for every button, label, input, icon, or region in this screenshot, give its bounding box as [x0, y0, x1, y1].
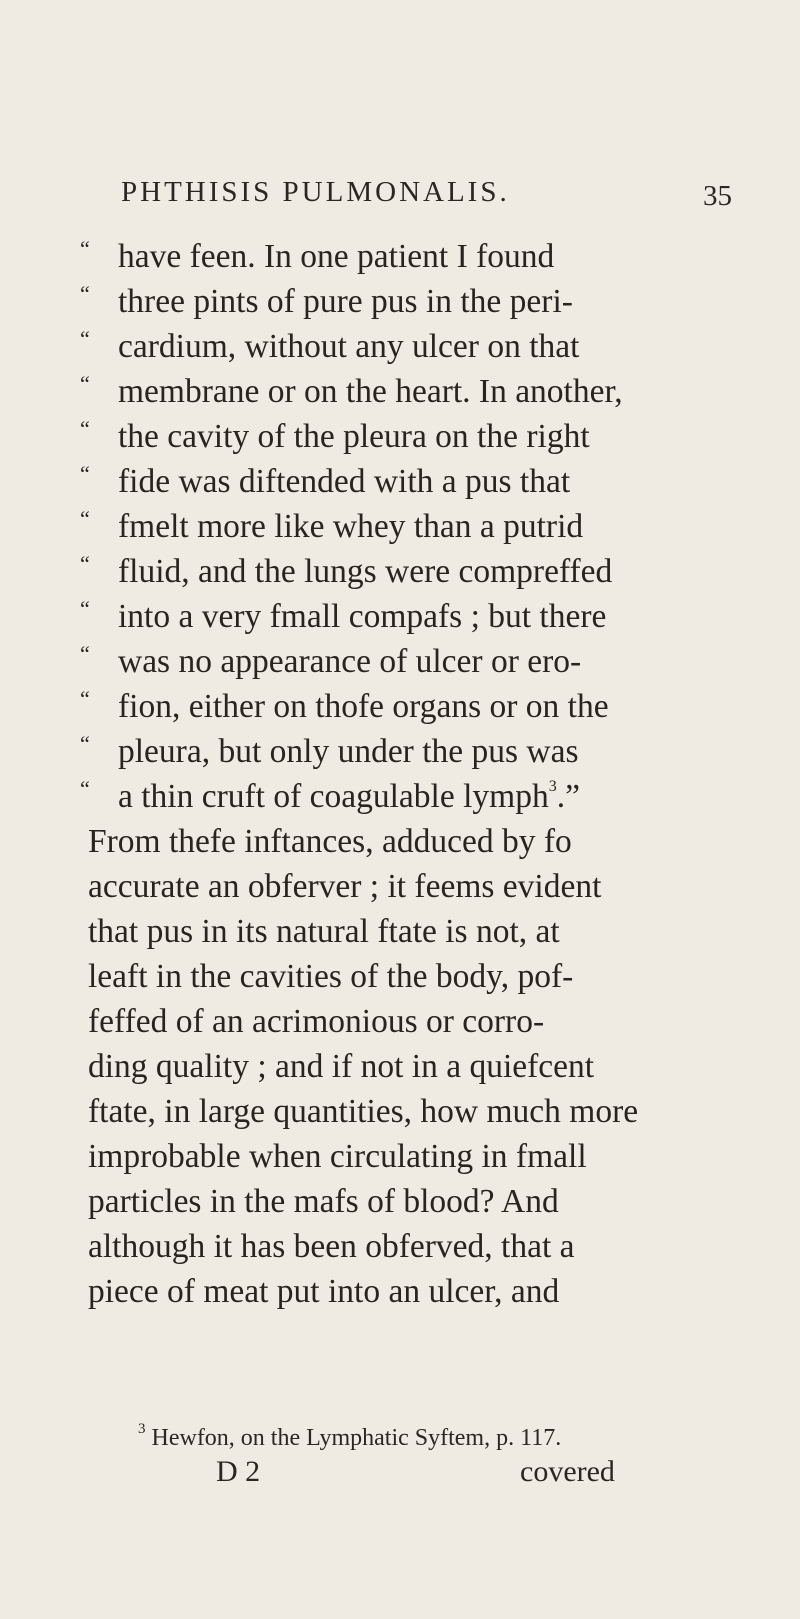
quote-mark: “	[80, 776, 90, 801]
line-text: three pints of pure pus in the peri-	[118, 283, 573, 320]
line-text: membrane or on the heart. In another,	[118, 373, 623, 410]
line-text: fion, either on thofe organs or on the	[118, 688, 609, 725]
line-text: piece of meat put into an ulcer, and	[88, 1273, 560, 1310]
line-text: although it has been obferved, that a	[88, 1228, 575, 1265]
footnote-mark: 3	[138, 1421, 146, 1437]
line-text: fluid, and the lungs were compreffed	[118, 553, 613, 590]
line-text: into a very fmall compafs ; but there	[118, 598, 607, 635]
closing-quote: .”	[556, 778, 580, 815]
line-text: leaft in the cavities of the body, pof-	[88, 958, 574, 995]
line-text: accurate an obferver ; it feems evident	[88, 868, 602, 905]
line-text: the cavity of the pleura on the right	[118, 418, 590, 455]
line-text: have feen. In one patient I found	[118, 238, 555, 275]
catchword: covered	[520, 1455, 615, 1488]
line-text: cardium, without any ulcer on that	[118, 328, 580, 365]
quote-mark: “	[80, 326, 90, 351]
quote-mark: “	[80, 461, 90, 486]
quote-mark: “	[80, 281, 90, 306]
page-header	[88, 176, 732, 216]
line-text: pleura, but only under the pus was	[118, 733, 579, 770]
line-text: fmelt more like whey than a putrid	[118, 508, 584, 545]
quote-mark: “	[80, 641, 90, 666]
quote-mark: “	[80, 596, 90, 621]
line-text: ding quality ; and if not in a quiefcent	[88, 1048, 595, 1085]
footnote	[138, 1421, 561, 1452]
quote-mark: “	[80, 731, 90, 756]
quote-mark: “	[80, 236, 90, 261]
page-number: 35	[703, 180, 732, 212]
line-text: that pus in its natural ftate is not, at	[88, 913, 560, 950]
line-text: feffed of an acrimonious or corro-	[88, 1003, 545, 1040]
quote-mark: “	[80, 416, 90, 441]
line-text: was no appearance of ulcer or ero-	[118, 643, 582, 680]
line-text	[118, 774, 580, 819]
quote-mark: “	[80, 551, 90, 576]
quote-mark: “	[80, 686, 90, 711]
running-head: PHTHISIS PULMONALIS.	[121, 176, 510, 208]
quote-mark: “	[80, 371, 90, 396]
quote-mark: “	[80, 506, 90, 531]
footnote-text: Hewfon, on the Lymphatic Syftem, p. 117.	[151, 1425, 562, 1451]
line-text: improbable when circulating in fmall	[88, 1138, 587, 1175]
signature-mark: D 2	[216, 1455, 261, 1488]
line-text: fide was diftended with a pus that	[118, 463, 571, 500]
line-text: From thefe inftances, adduced by fo	[88, 823, 572, 860]
line-text: particles in the mafs of blood? And	[88, 1183, 559, 1220]
footnote-reference: 3	[548, 778, 557, 795]
line-text: ftate, in large quantities, how much more	[88, 1093, 639, 1130]
line-text-main: a thin cruft of coagulable lymph	[118, 778, 549, 815]
